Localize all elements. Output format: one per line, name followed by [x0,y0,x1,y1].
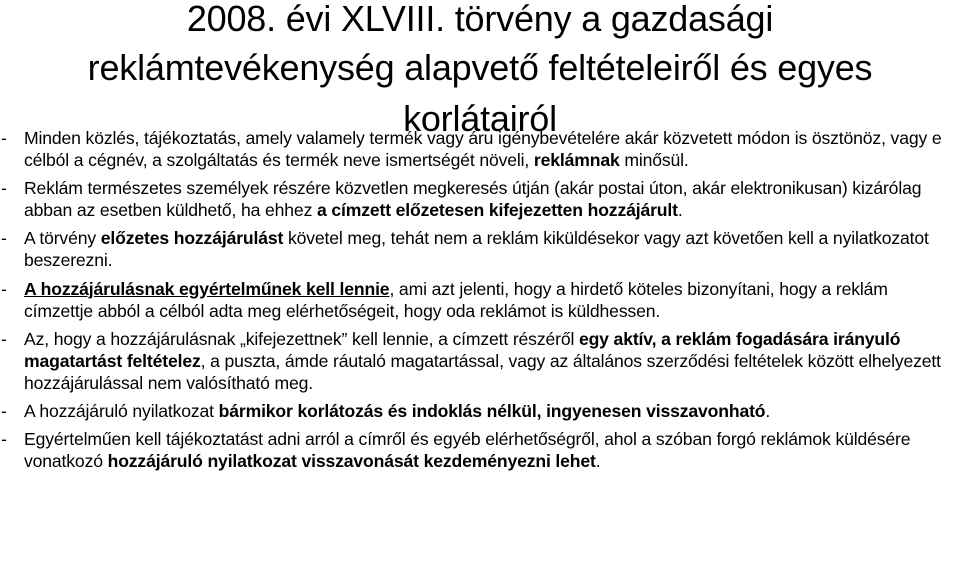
bullet-dash: - [1,328,7,349]
bullet-dash: - [1,228,7,249]
body-text: Az, hogy a hozzájárulásnak „kifejezettnek” kell lennie, a címzett részéről [24,328,579,349]
bullet-list [0,127,958,478]
body-text: követel meg, tehát nem a reklám kiküldésekor vagy azt követően kell a nyilatkozatot beszerezni. [24,228,929,271]
bullet-dash: - [1,128,7,148]
title-line-1: 2008. évi XLVIII. törvény a gazdasági [186,0,774,39]
list-item [0,278,958,322]
body-text: A törvény [24,228,101,249]
title-line-3: korlátairól [403,98,557,139]
bullet-dash: - [1,400,7,421]
body-text: Egyértelműen kell tájékoztatást adni arról a címről és egyéb elérhetőségről, ahol a szóban forgó reklámok küldésére vonatkozó [24,429,911,472]
list-item [0,127,958,171]
bullet-dash: - [1,278,7,299]
title-line-2: reklámtevékenység alapvető feltételeiről és egyes [87,47,873,88]
body-text: Reklám természetes személyek részére közvetlen megkeresés útján (akár postai úton, akár elektronikusan) kizárólag abban az esetben küldhető, ha ehhez [24,178,922,221]
emphasis-text: előzetes hozzájárulást [100,228,284,249]
emphasis-text: a címzett előzetesen kifejezetten hozzájárult [316,200,678,221]
body-text: , ami azt jelenti, hogy a hirdető köteles bizonyítani, hogy a reklám címzettje abból a célból adta meg elérhetőségeit, hogy oda reklámot is küldhessen. [24,278,888,321]
emphasis-text: egy aktív, a reklám fogadására irányuló magatartást feltételez [24,328,901,371]
list-item [0,328,958,394]
body-text: A hozzájáruló nyilatkozat [24,400,219,421]
emphasis-text: hozzájáruló nyilatkozat visszavonását kezdeményezni lehet [107,451,596,472]
body-text: , a puszta, ámde ráutaló magatartással, vagy az általános szerződési feltételek között elhelyezett hozzájárulással nem valósítható meg. [24,350,941,393]
emphasis-text: reklámnak [533,150,620,170]
list-item [0,177,958,221]
emphasis-text: A hozzájárulásnak egyértelműnek kell lennie [24,278,390,299]
bullet-dash: - [1,178,7,199]
body-text: Minden közlés, tájékoztatás, amely valamely termék vagy áru igénybevételére akár közvetett módon is ösztönöz, vagy e célból a cégnév, a szolgáltatás és termék neve ismertségét növeli, [24,128,942,170]
list-item [0,428,958,472]
bullet-dash: - [1,429,7,450]
body-text: minősül. [619,150,689,170]
body-text: . [765,400,771,421]
body-text: . [595,451,601,472]
list-item [0,227,958,271]
list-item [0,400,958,422]
body-text: . [677,200,683,221]
emphasis-text: bármikor korlátozás és indoklás nélkül, ingyenesen visszavonható [218,400,766,421]
